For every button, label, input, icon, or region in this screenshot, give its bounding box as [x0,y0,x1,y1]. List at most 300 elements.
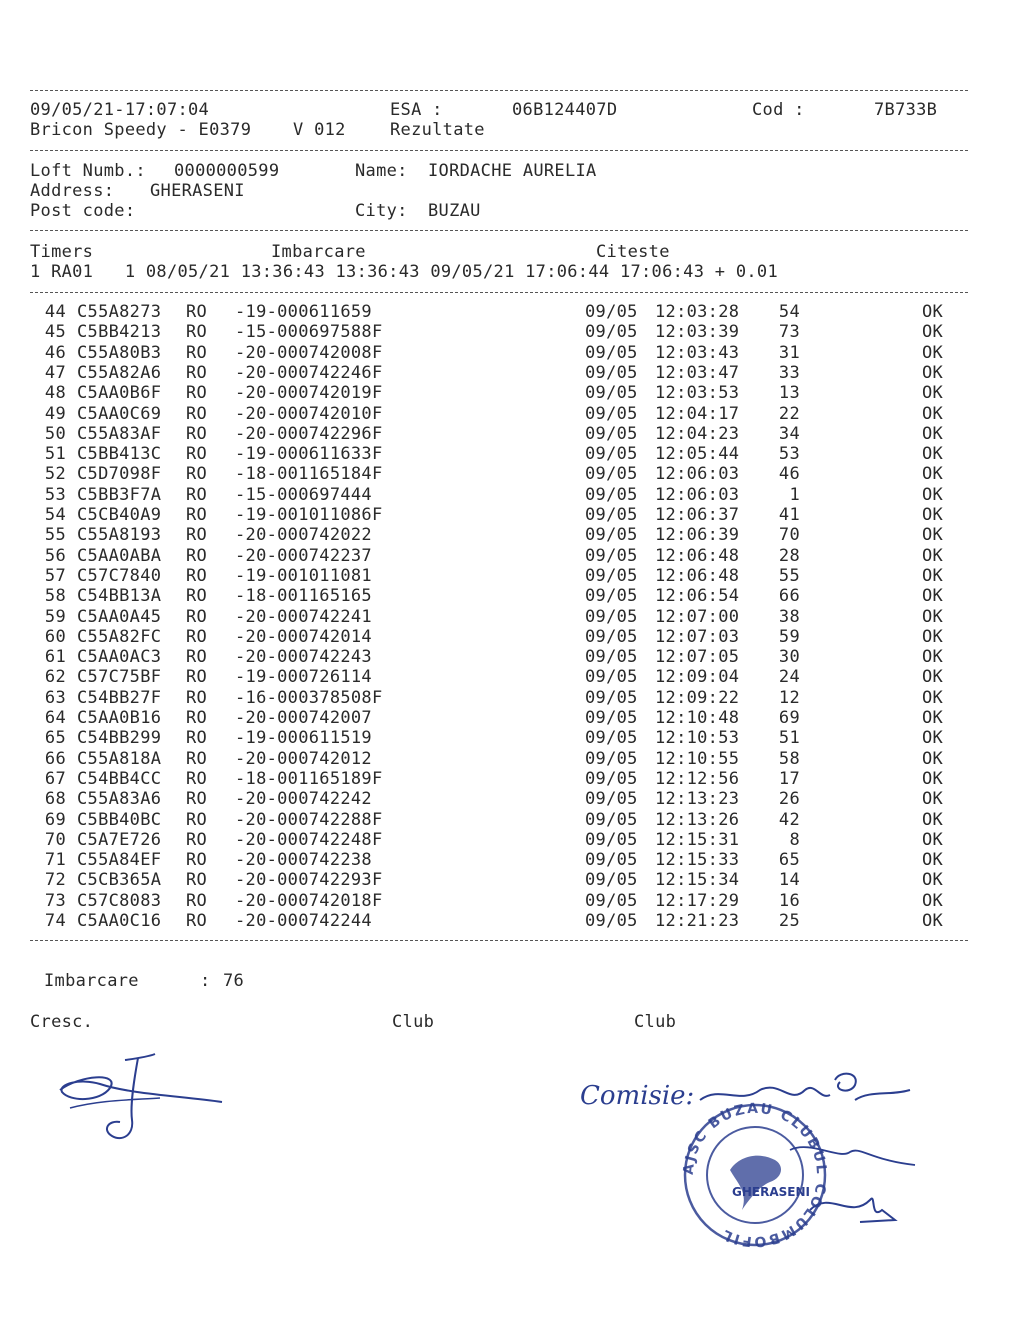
row-country: RO [186,444,208,465]
row-country: RO [186,342,208,363]
row-ring-number: -18-001165184F [235,464,383,485]
row-status: OK [922,647,944,668]
row-country: RO [186,322,208,343]
row-status: OK [922,342,944,363]
row-place: 70 [778,525,800,546]
row-ring-number: -20-000742248F [235,829,383,850]
row-ring-number: -20-000742296F [235,423,383,444]
row-ring-number: -20-000742244 [235,911,372,931]
result-row [0,404,1024,424]
row-chip-code: C5AA0C16 [77,911,162,931]
row-status: OK [922,850,944,871]
row-status: OK [922,423,944,444]
row-ring-number: -19-000611633F [235,444,383,465]
esa-label: ESA : [390,100,443,120]
row-chip-code: C54BB299 [77,728,162,749]
row-place: 46 [778,464,800,485]
row-chip-code: C55A8273 [77,302,162,322]
row-chip-code: C5CB40A9 [77,505,162,525]
row-status: OK [922,322,944,343]
row-chip-code: C55A82A6 [77,362,162,383]
row-country: RO [186,464,208,485]
row-chip-code: C5AA0A45 [77,606,162,627]
result-row [0,911,1024,931]
row-place: 33 [778,362,800,383]
row-index: 67 [44,768,66,789]
row-chip-code: C5AA0ABA [77,545,162,566]
row-time: 12:13:26 [655,809,740,830]
row-place: 26 [778,789,800,810]
row-date: 09/05 [585,322,638,343]
row-status: OK [922,565,944,586]
row-date: 09/05 [585,362,638,383]
row-date: 09/05 [585,667,638,688]
row-time: 12:07:00 [655,606,740,627]
stamp-ring-text: AJSC BUZAU CLUBUL COLUMBOFIL [680,1100,830,1250]
result-row [0,789,1024,809]
row-status: OK [922,809,944,830]
row-date: 09/05 [585,870,638,891]
row-time: 12:04:17 [655,403,740,424]
row-index: 70 [44,829,66,850]
row-ring-number: -20-000742018F [235,890,383,911]
row-status: OK [922,687,944,708]
row-index: 52 [44,464,66,485]
row-ring-number: -20-000742012 [235,748,372,769]
divider [30,940,968,941]
row-ring-number: -19-001011081 [235,565,372,586]
loft-number: 0000000599 [174,161,280,181]
row-time: 12:12:56 [655,768,740,789]
row-date: 09/05 [585,829,638,850]
row-index: 47 [44,362,66,383]
row-ring-number: -18-001165189F [235,768,383,789]
row-ring-number: -20-000742010F [235,403,383,424]
row-index: 72 [44,870,66,891]
row-index: 46 [44,342,66,363]
row-status: OK [922,403,944,424]
row-time: 12:17:29 [655,890,740,911]
row-time: 12:03:53 [655,383,740,404]
result-row [0,667,1024,687]
row-index: 59 [44,606,66,627]
row-ring-number: -20-000742237 [235,545,372,566]
result-row [0,343,1024,363]
row-ring-number: -19-000726114 [235,667,372,688]
row-index: 63 [44,687,66,708]
row-time: 12:03:43 [655,342,740,363]
row-place: 14 [778,870,800,891]
row-chip-code: C55A82FC [77,626,162,647]
row-date: 09/05 [585,789,638,810]
row-place: 31 [778,342,800,363]
club-label-1: Club [392,1012,435,1032]
row-ring-number: -19-001011086F [235,505,383,525]
cod-label: Cod : [752,100,805,120]
row-ring-number: -20-000742014 [235,626,372,647]
row-place: 8 [789,829,800,850]
row-place: 30 [778,647,800,668]
row-time: 12:03:28 [655,302,740,322]
row-status: OK [922,911,944,931]
city-label: City: [355,201,408,221]
row-place: 34 [778,423,800,444]
divider [30,90,968,91]
row-chip-code: C57C8083 [77,890,162,911]
row-date: 09/05 [585,626,638,647]
imbarcare-total-sep: : [200,971,211,991]
row-status: OK [922,383,944,404]
row-index: 55 [44,525,66,546]
row-country: RO [186,708,208,728]
row-place: 25 [778,911,800,931]
row-date: 09/05 [585,545,638,566]
row-status: OK [922,789,944,810]
row-date: 09/05 [585,423,638,444]
row-country: RO [186,383,208,404]
row-place: 24 [778,667,800,688]
city-value: BUZAU [428,201,481,221]
row-date: 09/05 [585,565,638,586]
row-index: 56 [44,545,66,566]
result-row [0,708,1024,728]
row-index: 66 [44,748,66,769]
row-place: 13 [778,383,800,404]
row-country: RO [186,890,208,911]
row-index: 53 [44,484,66,505]
row-status: OK [922,708,944,728]
result-row [0,850,1024,870]
row-time: 12:21:23 [655,911,740,931]
result-row [0,363,1024,383]
row-index: 65 [44,728,66,749]
row-date: 09/05 [585,728,638,749]
row-date: 09/05 [585,911,638,931]
row-place: 58 [778,748,800,769]
row-chip-code: C55A80B3 [77,342,162,363]
row-chip-code: C5AA0B6F [77,383,162,404]
row-chip-code: C55A84EF [77,850,162,871]
row-place: 38 [778,606,800,627]
row-time: 12:06:48 [655,545,740,566]
row-country: RO [186,545,208,566]
row-place: 66 [778,586,800,607]
row-time: 12:04:23 [655,423,740,444]
row-date: 09/05 [585,302,638,322]
row-chip-code: C5AA0AC3 [77,647,162,668]
divider [30,230,968,231]
row-place: 54 [778,302,800,322]
row-time: 12:06:54 [655,586,740,607]
row-date: 09/05 [585,464,638,485]
divider [30,150,968,151]
divider [30,292,968,293]
row-date: 09/05 [585,586,638,607]
row-time: 12:06:37 [655,505,740,525]
row-country: RO [186,850,208,871]
row-ring-number: -20-000742238 [235,850,372,871]
row-index: 68 [44,789,66,810]
row-status: OK [922,302,944,322]
row-country: RO [186,667,208,688]
row-country: RO [186,687,208,708]
row-time: 12:09:04 [655,667,740,688]
imbarcare-total-value: 76 [223,971,245,991]
cresc-label: Cresc. [30,1012,94,1032]
row-index: 44 [44,302,66,322]
row-time: 12:06:39 [655,525,740,546]
result-row [0,688,1024,708]
row-index: 62 [44,667,66,688]
row-index: 73 [44,890,66,911]
result-row [0,546,1024,566]
row-index: 74 [44,911,66,931]
result-row [0,891,1024,911]
row-index: 60 [44,626,66,647]
result-row [0,444,1024,464]
row-index: 50 [44,423,66,444]
row-time: 12:13:23 [655,789,740,810]
device-version: V 012 [293,120,346,140]
row-time: 12:07:03 [655,626,740,647]
result-row [0,322,1024,342]
row-country: RO [186,565,208,586]
row-chip-code: C57C75BF [77,667,162,688]
row-chip-code: C54BB4CC [77,768,162,789]
row-country: RO [186,768,208,789]
row-index: 69 [44,809,66,830]
row-chip-code: C5BB4213 [77,322,162,343]
row-index: 71 [44,850,66,871]
result-row [0,647,1024,667]
result-row [0,627,1024,647]
row-ring-number: -20-000742007 [235,708,372,728]
row-status: OK [922,545,944,566]
row-ring-number: -20-000742293F [235,870,383,891]
row-place: 12 [778,687,800,708]
row-place: 28 [778,545,800,566]
row-status: OK [922,525,944,546]
club-label-2: Club [634,1012,677,1032]
result-row [0,810,1024,830]
row-country: RO [186,647,208,668]
row-date: 09/05 [585,342,638,363]
row-place: 59 [778,626,800,647]
row-ring-number: -20-000742022 [235,525,372,546]
result-row [0,870,1024,890]
row-status: OK [922,728,944,749]
result-row [0,505,1024,525]
row-time: 12:09:22 [655,687,740,708]
row-ring-number: -20-000742241 [235,606,372,627]
row-country: RO [186,586,208,607]
row-time: 12:15:31 [655,829,740,850]
row-chip-code: C5BB3F7A [77,484,162,505]
row-date: 09/05 [585,525,638,546]
row-status: OK [922,829,944,850]
esa-value: 06B124407D [512,100,618,120]
row-chip-code: C54BB27F [77,687,162,708]
report-datetime: 09/05/21-17:07:04 [30,100,210,120]
row-date: 09/05 [585,647,638,668]
row-index: 58 [44,586,66,607]
row-country: RO [186,870,208,891]
timer-line: 1 RA01 1 08/05/21 13:36:43 13:36:43 09/05/21 17:06:44 17:06:43 + 0.01 [30,262,778,282]
row-status: OK [922,444,944,465]
result-row [0,464,1024,484]
row-date: 09/05 [585,809,638,830]
row-ring-number: -15-000697444 [235,484,372,505]
row-country: RO [186,829,208,850]
result-row [0,830,1024,850]
stamp-center-text: GHERASENI [732,1185,810,1199]
row-place: 22 [778,403,800,424]
postcode-label: Post code: [30,201,136,221]
row-status: OK [922,464,944,485]
row-time: 12:10:48 [655,708,740,728]
row-place: 42 [778,809,800,830]
row-place: 53 [778,444,800,465]
timers-label: Timers [30,242,94,262]
row-time: 12:03:39 [655,322,740,343]
citeste-header: Citeste [596,242,670,262]
row-country: RO [186,423,208,444]
row-status: OK [922,768,944,789]
row-chip-code: C5BB40BC [77,809,162,830]
row-ring-number: -20-000742243 [235,647,372,668]
row-country: RO [186,748,208,769]
row-date: 09/05 [585,708,638,728]
row-time: 12:10:53 [655,728,740,749]
address-value: GHERASENI [150,181,245,201]
row-date: 09/05 [585,383,638,404]
row-status: OK [922,505,944,525]
row-time: 12:15:33 [655,850,740,871]
row-place: 55 [778,565,800,586]
row-status: OK [922,484,944,505]
row-place: 1 [789,484,800,505]
row-time: 12:10:55 [655,748,740,769]
row-date: 09/05 [585,687,638,708]
row-country: RO [186,728,208,749]
row-place: 69 [778,708,800,728]
row-date: 09/05 [585,444,638,465]
row-time: 12:05:44 [655,444,740,465]
row-time: 12:15:34 [655,870,740,891]
row-status: OK [922,870,944,891]
row-chip-code: C57C7840 [77,565,162,586]
row-date: 09/05 [585,403,638,424]
row-country: RO [186,403,208,424]
row-country: RO [186,911,208,931]
row-chip-code: C55A818A [77,748,162,769]
cod-value: 7B733B [874,100,938,120]
row-chip-code: C55A83A6 [77,789,162,810]
row-status: OK [922,606,944,627]
row-chip-code: C55A83AF [77,423,162,444]
row-country: RO [186,484,208,505]
row-time: 12:06:03 [655,484,740,505]
row-status: OK [922,362,944,383]
row-status: OK [922,626,944,647]
row-place: 65 [778,850,800,871]
row-status: OK [922,748,944,769]
club-stamp [570,1060,930,1250]
row-time: 12:06:48 [655,565,740,586]
row-date: 09/05 [585,606,638,627]
row-status: OK [922,890,944,911]
row-ring-number: -18-001165165 [235,586,372,607]
row-index: 64 [44,708,66,728]
row-place: 51 [778,728,800,749]
row-index: 48 [44,383,66,404]
result-row [0,424,1024,444]
row-ring-number: -16-000378508F [235,687,383,708]
row-country: RO [186,809,208,830]
row-country: RO [186,302,208,322]
row-index: 54 [44,505,66,525]
breeder-signature [50,1050,240,1150]
row-chip-code: C5AA0B16 [77,708,162,728]
row-country: RO [186,606,208,627]
result-row [0,586,1024,606]
loft-number-label: Loft Numb.: [30,161,146,181]
row-ring-number: -19-000611659 [235,302,372,322]
row-ring-number: -15-000697588F [235,322,383,343]
result-row [0,485,1024,505]
address-label: Address: [30,181,115,201]
imbarcare-header: Imbarcare [271,242,366,262]
row-time: 12:03:47 [655,362,740,383]
row-chip-code: C5BB413C [77,444,162,465]
comisie-text: Comisie: [580,1081,695,1111]
result-row [0,749,1024,769]
row-index: 45 [44,322,66,343]
row-ring-number: -19-000611519 [235,728,372,749]
row-status: OK [922,667,944,688]
row-date: 09/05 [585,505,638,525]
result-row [0,566,1024,586]
row-index: 51 [44,444,66,465]
row-ring-number: -20-000742246F [235,362,383,383]
row-date: 09/05 [585,748,638,769]
row-country: RO [186,362,208,383]
row-chip-code: C5D7098F [77,464,162,485]
row-chip-code: C5A7E726 [77,829,162,850]
row-date: 09/05 [585,890,638,911]
row-chip-code: C54BB13A [77,586,162,607]
loft-name-label: Name: [355,161,408,181]
imbarcare-total-label: Imbarcare [44,971,139,991]
row-ring-number: -20-000742242 [235,789,372,810]
row-chip-code: C55A8193 [77,525,162,546]
row-country: RO [186,525,208,546]
row-place: 41 [778,505,800,525]
row-date: 09/05 [585,484,638,505]
row-date: 09/05 [585,768,638,789]
row-country: RO [186,626,208,647]
row-place: 73 [778,322,800,343]
row-country: RO [186,789,208,810]
row-chip-code: C5AA0C69 [77,403,162,424]
row-status: OK [922,586,944,607]
report-mode: Rezultate [390,120,485,140]
row-ring-number: -20-000742019F [235,383,383,404]
row-index: 61 [44,647,66,668]
row-place: 16 [778,890,800,911]
row-place: 17 [778,768,800,789]
row-time: 12:06:03 [655,464,740,485]
